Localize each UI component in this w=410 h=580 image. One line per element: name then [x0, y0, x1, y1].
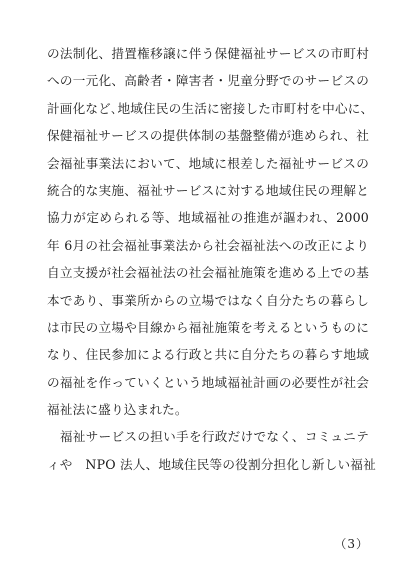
text-line-6: 統合的な実施、福祉サービスに対する地域住民の理解と — [47, 182, 369, 198]
text-line-1: の法制化、措置権移譲に伴う保健福祉サービスの市町村 — [47, 46, 369, 61]
text-line-10: 本であり、事業所からの立場ではなく自分たちの暮らし — [47, 292, 369, 308]
text-line-7: 協力が定められる等、地域福祉の推進が謳われ、2000 — [47, 210, 369, 226]
text-line-14: 福祉法に盛り込まれた。 — [47, 402, 188, 418]
text-line-16: ィや NPO 法人、地域住民等の役割分担化し新しい福祉 — [47, 456, 376, 472]
text-line-15: 福祉サービスの担い手を行政だけでなく、コミュニテ — [47, 429, 369, 445]
text-line-2: への一元化、高齢者・障害者・児童分野でのサービスの — [47, 73, 369, 89]
text-line-5: 会福祉事業法において、地域に根差した福祉サービスの — [47, 155, 369, 171]
page-number: （3） — [334, 537, 369, 551]
text-line-12: なり、住民参加による行政と共に自分たちの暮らす地域 — [47, 347, 369, 363]
text-line-13: の福祉を作っていくという地域福祉計画の必要性が社会 — [47, 374, 369, 390]
text-line-11: は市民の立場や目線から福祉施策を考えるというものに — [47, 319, 369, 335]
text-line-3: 計画化など､地域住民の生活に密接した市町村を中心に、 — [47, 100, 374, 116]
text-line-9: 自立支援が社会福祉法の社会福祉施策を進める上での基 — [47, 265, 369, 281]
body-text — [47, 40, 376, 478]
text-line-8: 年 6月の社会福祉事業法から社会福祉法への改正により — [47, 237, 369, 253]
text-line-4: 保健福祉サービスの提供体制の基盤整備が進められ、社 — [47, 128, 369, 144]
